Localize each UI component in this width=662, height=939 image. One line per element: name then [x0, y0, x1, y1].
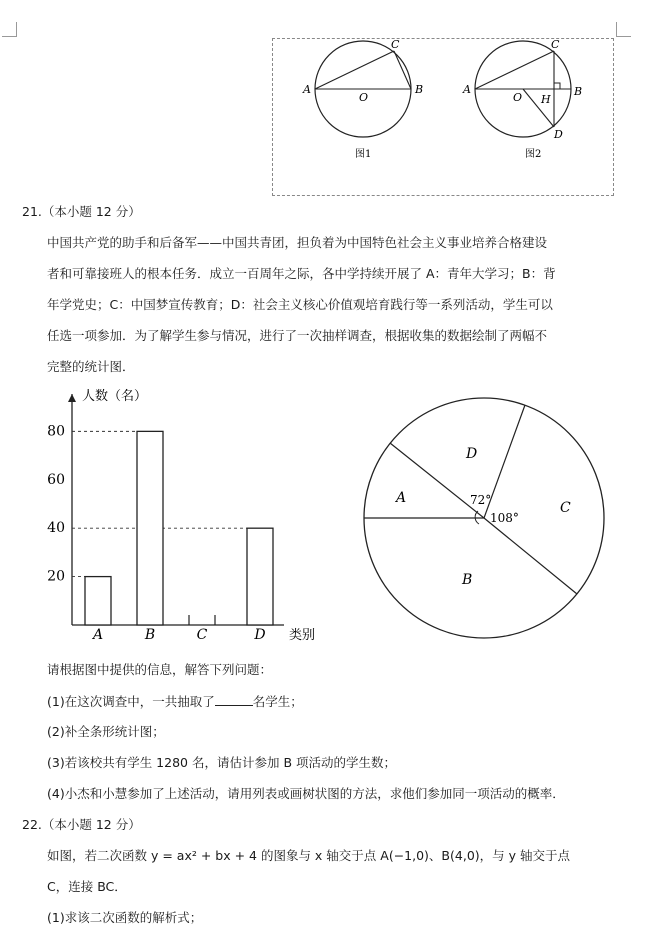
- y-tick-label-80: 80: [47, 423, 65, 440]
- fig2-label-C: C: [551, 39, 560, 51]
- y-tick-label-20: 20: [47, 568, 65, 585]
- corner-mark-top-left: [2, 22, 17, 37]
- pie-angle-108: 108°: [490, 511, 519, 525]
- x-tick-label-A: A: [92, 627, 104, 643]
- figure-1: [302, 39, 423, 160]
- geometry-figures-svg: [273, 39, 613, 195]
- fig1-label-B: B: [415, 83, 424, 96]
- figure-2: [462, 39, 582, 160]
- y-axis-arrow: [68, 394, 76, 402]
- fig2-label-A: A: [463, 83, 471, 96]
- q22-line-2: C，连接 BC．: [47, 879, 127, 894]
- q22-line-1: 如图，若二次函数 y = ax² + bx + 4 的图象与 x 轴交于点 A(−1,0)、B(4,0)，与 y 轴交于点: [47, 848, 570, 863]
- q21-paragraph-line-4: 任选一项参加．为了解学生参与情况，进行了一次抽样调查，根据收集的数据绘制了两幅不: [47, 328, 548, 343]
- q21-sub-4: (4)小杰和小慧参加了上述活动，请用列表或画树状图的方法，求他们参加同一项活动的概率．: [47, 786, 565, 801]
- bar-chart-x-axis-label: 类别: [289, 628, 316, 643]
- corner-mark-top-right: [616, 22, 631, 37]
- y-tick-label-40: 40: [47, 520, 65, 537]
- x-tick-label-C: C: [196, 627, 208, 643]
- bar-B: [137, 431, 163, 625]
- q21-sub-1-text-after: 名学生；: [252, 694, 303, 709]
- fig2-label-H: H: [541, 93, 551, 106]
- q21-sub-3: (3)若该校共有学生 1280 名，请估计参加 B 项活动的学生数；: [47, 755, 396, 770]
- bar-D: [247, 528, 273, 625]
- q22-sub-1: (1)求该二次函数的解析式；: [47, 910, 203, 925]
- q21-sub-1: [47, 694, 612, 709]
- geometry-figure-box: [272, 38, 614, 196]
- y-tick-label-60: 60: [47, 471, 65, 488]
- x-tick-label-B: B: [144, 627, 156, 643]
- pie-label-A: A: [396, 490, 407, 506]
- question-22-header: 22.（本小题 12 分）: [22, 817, 141, 832]
- q21-paragraph-line-3: 年学党史；C：中国梦宣传教育；D：社会主义核心价值观培育践行等一系列活动，学生可以: [47, 297, 553, 312]
- pie-label-B: B: [462, 572, 473, 588]
- question-21-header: 21.（本小题 12 分）: [22, 204, 141, 219]
- fig1-caption: 图1: [355, 149, 372, 160]
- fig2-label-D: D: [554, 128, 563, 141]
- q21-prompt: 请根据图中提供的信息，解答下列问题：: [47, 662, 273, 677]
- pie-chart: [360, 392, 616, 648]
- pie-angle-72: 72°: [470, 493, 492, 507]
- fig1-label-C: C: [391, 39, 400, 51]
- q21-sub-1-text-before: (1)在这次调查中，一共抽取了: [47, 694, 215, 709]
- fig1-label-O: O: [359, 91, 369, 104]
- q21-paragraph-line-1: 中国共产党的助手和后备军——中国共青团，担负着为中国特色社会主义事业培养合格建设: [47, 235, 548, 250]
- fig2-label-B: B: [574, 85, 583, 98]
- bar-chart-y-axis-label: 人数（名）: [82, 389, 148, 404]
- pie-divider-c-b: [484, 518, 577, 594]
- pie-label-D: D: [466, 446, 478, 462]
- answer-blank: [215, 694, 253, 706]
- fig2-caption: 图2: [525, 149, 542, 160]
- x-tick-label-D: D: [254, 627, 266, 643]
- bar-A: [85, 577, 111, 625]
- fig1-label-A: A: [303, 83, 311, 96]
- pie-label-C: C: [560, 500, 571, 516]
- q21-paragraph-line-2: 者和可靠接班人的根本任务．成立一百周年之际，各中学持续开展了 A：青年大学习；B：背: [47, 266, 556, 281]
- q21-paragraph-line-5: 完整的统计图．: [47, 359, 135, 374]
- bar-chart: [40, 382, 330, 650]
- q21-sub-2: (2)补全条形统计图；: [47, 724, 165, 739]
- fig2-label-O: O: [513, 91, 523, 104]
